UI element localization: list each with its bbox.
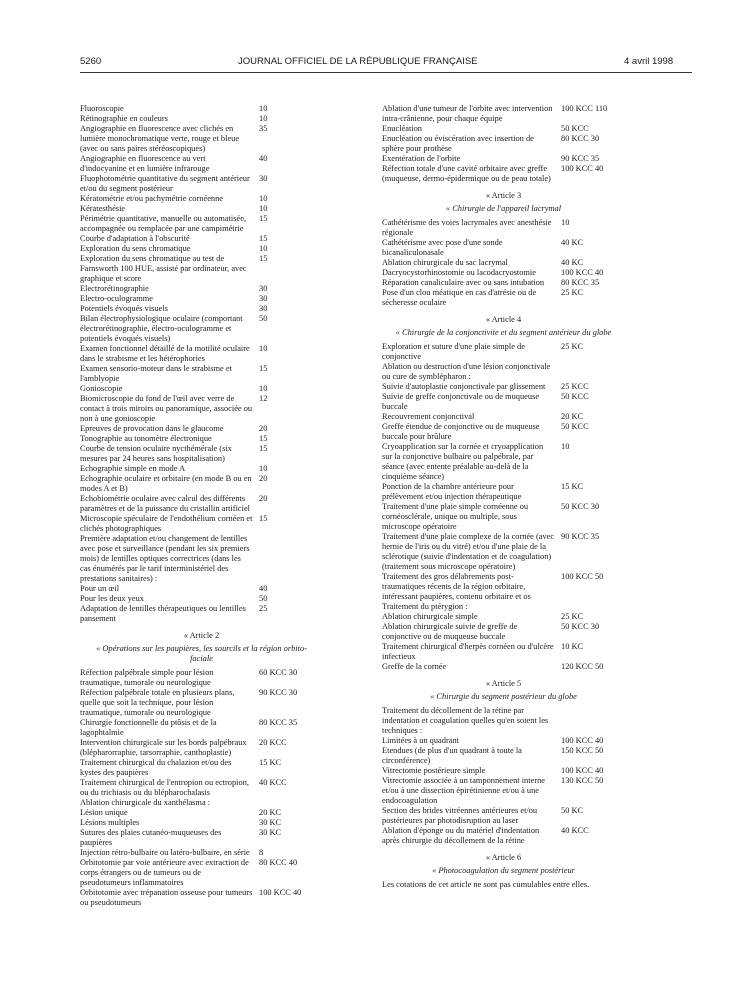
entry-label: Epreuves de provocation dans le glaucome (80, 424, 224, 433)
entry-label: Cryoapplication sur la cornée et cryoapplication sur la conjonctive bulbaire ou palpébrale, par séance (avec entente préalable au-delà de la cinquième séance) (382, 442, 544, 481)
article-heading: « Article 2 (183, 631, 220, 640)
entry-value: 15 (259, 434, 268, 443)
entry-value: 25 KC (561, 612, 584, 621)
article-heading: « Article 5 (485, 679, 522, 688)
entry-value: 100 KCC 110 (561, 104, 608, 113)
note-text: Les cotations de cet article ne sont pas cumulables entre elles. (382, 880, 590, 889)
entry-label: Traitement chirurgical d'herpès cornéen ou d'ulcère infectieux (382, 642, 554, 661)
entry-value: 10 (561, 442, 570, 451)
tariff-entry (80, 384, 323, 394)
entry-label: Réfection palpébrale simple pour lésion traumatique, tumorale ou neurologique (80, 668, 214, 687)
entry-label: Ablation chirurgicale du xanthélasma : (80, 798, 211, 807)
section-subtitle: « Chirurgie de l'appareil lacrymal (445, 204, 562, 213)
entry-label: Kératométrie et/ou pachymétrie cornéenne (80, 194, 224, 203)
entry-label: Enucléation ou éviscération avec insertion de sphère pour prothèse (382, 134, 534, 153)
entry-value: 10 (259, 344, 268, 353)
tariff-entry (382, 268, 625, 278)
entry-label: Ablation d'une tumeur de l'orbite avec intervention intra-crânienne, pour chaque équipe (382, 104, 553, 123)
entry-label: Dacryocystorhinostomie ou lacodacryostomie (382, 268, 536, 277)
entry-label: Ablation chirurgicale simple (382, 612, 478, 621)
entry-label: Exentération de l'orbite (382, 154, 461, 163)
entry-value: 15 KC (259, 758, 282, 767)
entry-label: Chirurgie fonctionnelle du ptôsis et de la lagophtalmie (80, 718, 217, 737)
tariff-entry (80, 284, 323, 294)
tariff-entry (80, 244, 323, 254)
entry-value: 10 (259, 464, 268, 473)
entry-value: 30 (259, 174, 268, 183)
entry-value: 10 (259, 204, 268, 213)
entry-value: 10 (561, 218, 570, 227)
tariff-entry (382, 622, 625, 642)
entry-value: 20 KC (259, 808, 282, 817)
tariff-entry (382, 706, 625, 736)
entry-value: 100 KCC 40 (561, 268, 604, 277)
tariff-entry (382, 382, 625, 392)
tariff-entry (80, 234, 323, 244)
entry-value: 30 (259, 294, 268, 303)
entry-label: Angiographie en fluorescence au vert d'indocyanine et en lumière infrarouge (80, 154, 210, 173)
entry-label: Bilan électrophysiologique oculaire (comportant électrorétinographie, électro-oculogramme et potentiels évoqués visuels) (80, 314, 243, 343)
tariff-entry (80, 474, 323, 494)
entry-label: Enucléation (382, 124, 422, 133)
tariff-entry (382, 776, 625, 806)
entry-label: Gonioscopie (80, 384, 123, 393)
tariff-entry (80, 254, 323, 284)
tariff-entry (382, 104, 625, 124)
entry-label: Courbe d'adaptation à l'obscurité (80, 234, 190, 243)
tariff-entry (382, 532, 625, 572)
entry-value: 40 (259, 584, 268, 593)
tariff-entry (382, 612, 625, 622)
section-subtitle: « Chirurgie du segment postérieur du globe (430, 692, 577, 701)
entry-value: 25 (259, 604, 268, 613)
entry-label: Ponction de la chambre antérieure pour prélèvement et/ou injection thérapeutique (382, 482, 522, 501)
tariff-entry (382, 602, 625, 612)
entry-value: 100 KCC 40 (259, 888, 302, 897)
tariff-entry (382, 288, 625, 308)
tariff-entry (382, 342, 625, 362)
tariff-entry (80, 154, 323, 174)
entry-value: 20 KCC (259, 738, 287, 747)
tariff-entry (382, 392, 625, 412)
tariff-entry (80, 194, 323, 204)
entry-label: Orbitotomie par voie antérieure avec extraction de corps étrangers ou de tumeurs ou de pseudotumeurs inflammatoires (80, 858, 249, 887)
tariff-entry (80, 304, 323, 314)
entry-value: 15 (259, 444, 268, 453)
article-heading: « Article 3 (485, 191, 522, 200)
entry-value: 10 (259, 104, 268, 113)
tariff-entry (80, 828, 323, 848)
entry-label: Kératesthésie (80, 204, 126, 213)
tariff-entry (80, 464, 323, 474)
entry-value: 100 KCC 40 (561, 164, 604, 173)
tariff-entry (382, 766, 625, 776)
entry-label: Etendues (de plus d'un quadrant à toute la circonférence) (382, 746, 522, 765)
tariff-entry (382, 238, 625, 258)
section-subtitle: « Opérations sur les paupières, les sourcils et la région orbito-faciale (96, 644, 307, 663)
entry-label: Cathétérisme avec pose d'une sonde bicanaliculonasale (382, 238, 503, 257)
tariff-entry (80, 514, 323, 534)
entry-value: 50 (259, 314, 268, 323)
entry-value: 35 (259, 124, 268, 133)
entry-label: Traitement du décollement de la rétine par indentation et coagulation quelles qu'en soient les techniques : (382, 706, 549, 735)
entry-value: 15 (259, 514, 268, 523)
page-number: 5260 (80, 56, 102, 67)
tariff-entry (382, 124, 625, 134)
issue-date: 4 avril 1998 (624, 56, 674, 67)
entry-value: 15 (259, 364, 268, 373)
tariff-entry (80, 808, 323, 818)
tariff-entry (382, 746, 625, 766)
entry-value: 15 (259, 214, 268, 223)
entry-label: Ablation d'éponge ou du matériel d'indentation après chirurgie du décollement de la rétine (382, 826, 540, 845)
tariff-entry (80, 668, 323, 688)
tariff-entry (80, 798, 323, 808)
entry-value: 50 KCC (561, 392, 589, 401)
entry-value: 90 KCC 35 (561, 532, 600, 541)
entry-value: 25 KCC (561, 382, 589, 391)
tariff-entry (80, 214, 323, 234)
entry-label: Greffe étendue de conjonctive ou de muqueuse buccale pour brûlure (382, 422, 540, 441)
entry-value: 100 KCC 50 (561, 572, 604, 581)
header-rule (80, 72, 692, 73)
entry-value: 50 KCC (561, 422, 589, 431)
tariff-entry (80, 174, 323, 194)
entry-value: 10 KC (561, 642, 584, 651)
tariff-entry (382, 826, 625, 846)
entry-value: 40 KCC (561, 826, 589, 835)
tariff-entry (80, 738, 323, 758)
entry-label: Périmétrie quantitative, manuelle ou automatisée, accompagnée ou remplacée par une campimétrie (80, 214, 247, 233)
tariff-entry (80, 688, 323, 718)
entry-value: 30 KC (259, 828, 282, 837)
entry-label: Traitement d'une plaie simple cornéenne ou cornéosclérale, unique ou multiple, sous microscope opératoire (382, 502, 529, 531)
tariff-entry (80, 424, 323, 434)
tariff-entry (80, 718, 323, 738)
entry-label: Ablation chirurgicale suivie de greffe de conjonctive ou de muqueuse buccale (382, 622, 518, 641)
tariff-entry (382, 482, 625, 502)
entry-value: 10 (259, 194, 268, 203)
entry-label: Exploration du sens chromatique (80, 244, 191, 253)
entry-value: 50 (259, 594, 268, 603)
entry-value: 30 (259, 304, 268, 313)
entry-label: Microscopie spéculaire de l'endothélium cornéen et clichés photographiques (80, 514, 253, 533)
tariff-entry (80, 584, 323, 594)
entry-value: 100 KCC 40 (561, 766, 604, 775)
entry-label: Première adaptation et/ou changement de lentilles avec pose et surveillance (pendant les six premiers mois) de lentilles optiques correctrices (dans les cas énumérés par le tarif interministériel des prestations sanitaires) : (80, 534, 250, 583)
entry-label: Exploration du sens chromatique au test de Farnsworth 100 HUE, assisté par ordinateur, avec graphique et score (80, 254, 247, 283)
tariff-entry (80, 534, 323, 584)
entry-label: Sutures des plaies cutanéo-muqueuses des paupières (80, 828, 222, 847)
tariff-entry (80, 394, 323, 424)
tariff-entry (80, 124, 323, 154)
entry-label: Fluophotométrie quantitative du segment antérieur et/ou du segment postérieur (80, 174, 250, 193)
entry-value: 50 KCC 30 (561, 622, 600, 631)
tariff-entry (382, 258, 625, 268)
entry-label: Réfection palpébrale totale en plusieurs plans, quelle que soit la technique, pour lésion traumatique, tumorale ou neurologique (80, 688, 235, 717)
entry-value: 80 KCC 35 (561, 278, 600, 287)
entry-label: Vitrectomie associée à un tamponnement interne et/ou à une dissection épirétinienne et/ou à une endocoagulation (382, 776, 545, 805)
entry-value: 50 KC (561, 806, 584, 815)
entry-label: Réparation canaliculaire avec ou sans intubation (382, 278, 545, 287)
right-column (382, 104, 625, 890)
tariff-entry (80, 888, 323, 908)
article-heading: « Article 6 (485, 853, 522, 862)
entry-label: Intervention chirurgicale sur les bords palpébraux (blépharorraphie, tarsorraphie, canthoplastie) (80, 738, 247, 757)
entry-value: 130 KCC 50 (561, 776, 604, 785)
entry-value: 80 KCC 35 (259, 718, 298, 727)
entry-label: Electrorétinographie (80, 284, 149, 293)
entry-label: Pour les deux yeux (80, 594, 144, 603)
tariff-entry (382, 278, 625, 288)
entry-label: Traitement du ptérygion : (382, 602, 468, 611)
entry-label: Orbitotomie avec trépanation osseuse pour tumeurs ou pseudotumeurs (80, 888, 253, 907)
entry-label: Pose d'un clou méatique en cas d'atrésie ou de sécheresse oculaire (382, 288, 537, 307)
entry-label: Injection rétro-bulbaire ou latéro-bulbaire, en série (80, 848, 250, 857)
entry-label: Examen sensorio-moteur dans le strabisme et l'amblyopie (80, 364, 232, 383)
tariff-entry (80, 204, 323, 214)
entry-label: Traitement chirurgical du chalazion et/ou des kystes des paupières (80, 758, 232, 777)
entry-value: 40 KCC (259, 778, 287, 787)
entry-label: Suivie d'autoplastie conjonctivale par glissement (382, 382, 546, 391)
section-subtitle: « Chirurgie de la conjonctivite et du segment antérieur du globe (395, 328, 612, 337)
entry-label: Traitement chirurgical de l'entropion ou ectropion, ou du trichiasis ou du blépharochalasis (80, 778, 249, 797)
tariff-entry (80, 444, 323, 464)
entry-label: Angiographie en fluorescence avec clichés en lumière monochromatique verte, rouge et bleue (avec ou sans paires stéréoscopiques) (80, 124, 240, 153)
entry-value: 80 KCC 40 (259, 858, 298, 867)
entry-label: Fluoroscopie (80, 104, 124, 113)
tariff-entry (382, 134, 625, 154)
tariff-entry (382, 442, 625, 482)
tariff-entry (80, 818, 323, 828)
entry-value: 150 KCC 50 (561, 746, 604, 755)
entry-value: 25 KC (561, 288, 584, 297)
entry-value: 20 (259, 424, 268, 433)
entry-value: 12 (259, 394, 268, 403)
tariff-entry (382, 362, 625, 382)
entry-label: Courbe de tension oculaire nycthémérale (six mesures par 24 heures sans hospitalisation) (80, 444, 232, 463)
entry-label: Traitement des gros délabrements post-traumatiques récents de la région orbitaire, intéressant paupières, contenu orbitaire et os (382, 572, 531, 601)
tariff-entry (80, 494, 323, 514)
entry-label: Lésions multiples (80, 818, 140, 827)
tariff-entry (80, 364, 323, 384)
tariff-entry (382, 642, 625, 662)
tariff-entry (382, 736, 625, 746)
tariff-entry (80, 434, 323, 444)
article-heading: « Article 4 (485, 315, 522, 324)
entry-label: Lésion unique (80, 808, 128, 817)
tariff-entry (382, 502, 625, 532)
tariff-entry (382, 154, 625, 164)
entry-label: Examen fonctionnel détaillé de la motilité oculaire dans le strabisme et les hétérophories (80, 344, 250, 363)
tariff-entry (80, 604, 323, 624)
tariff-entry (382, 572, 625, 602)
entry-value: 40 KC (561, 238, 584, 247)
entry-value: 10 (259, 114, 268, 123)
entry-label: Vitrectomie postérieure simple (382, 766, 486, 775)
tariff-entry (80, 778, 323, 798)
entry-label: Limitées à un quadrant (382, 736, 459, 745)
entry-value: 30 (259, 284, 268, 293)
entry-value: 10 (259, 244, 268, 253)
entry-label: Echographie simple en mode A (80, 464, 186, 473)
entry-value: 20 (259, 494, 268, 503)
tariff-entry (80, 758, 323, 778)
entry-value: 20 (259, 474, 268, 483)
entry-label: Electro-oculogramme (80, 294, 154, 303)
tariff-entry (80, 344, 323, 364)
entry-value: 15 KC (561, 482, 584, 491)
tariff-entry (80, 104, 323, 114)
entry-label: Tonographie au tonomètre électronique (80, 434, 212, 443)
entry-label: Exploration et suture d'une plaie simple de conjonctive (382, 342, 525, 361)
entry-value: 60 KCC 30 (259, 668, 298, 677)
tariff-entry (80, 294, 323, 304)
entry-label: Suivie de greffe conjonctivale ou de muqueuse buccale (382, 392, 540, 411)
entry-label: Traitement d'une plaie complexe de la cornée (avec hernie de l'iris ou du vitré) et/ou d'une plaie de la sclérotique (suivie d'indentation et de coagulation) (traitement sous microscope opératoire) (382, 532, 555, 571)
tariff-entry (382, 662, 625, 672)
entry-value: 90 KCC 35 (561, 154, 600, 163)
entry-label: Echobiométrie oculaire avec calcul des différents paramètres et de la puissance du cristallin artificiel (80, 494, 250, 513)
entry-value: 80 KCC 30 (561, 134, 600, 143)
tariff-entry (80, 114, 323, 124)
entry-value: 50 KCC 30 (561, 502, 600, 511)
entry-label: Echographie oculaire et orbitaire (en mode B ou en modes A et B) (80, 474, 252, 493)
entry-value: 8 (259, 848, 264, 857)
tariff-entry (80, 848, 323, 858)
entry-label: Ablation chirurgicale du sac lacrymal (382, 258, 508, 267)
entry-value: 10 (259, 384, 268, 393)
tariff-entry (382, 218, 625, 238)
entry-label: Rétinographie en couleurs (80, 114, 168, 123)
entry-value: 15 (259, 234, 268, 243)
entry-label: Greffe de la cornée (382, 662, 447, 671)
entry-label: Pour un œil (80, 584, 120, 593)
entry-value: 15 (259, 254, 268, 263)
entry-value: 50 KCC (561, 124, 589, 133)
entry-value: 120 KCC 50 (561, 662, 604, 671)
entry-label: Section des brides vitréennes antérieures et/ou postérieures par photodisruption au laser (382, 806, 538, 825)
tariff-entry (382, 164, 625, 184)
entry-value: 30 KC (259, 818, 282, 827)
entry-label: Ablation ou destruction d'une lésion conjonctivale ou cure de symblépharon : (382, 362, 551, 381)
tariff-entry (80, 858, 323, 888)
entry-value: 90 KCC 30 (259, 688, 298, 697)
entry-label: Biomicroscopie du fond de l'œil avec verre de contact à trois miroirs ou panoramique, associée ou non à une gonioscopie (80, 394, 253, 423)
tariff-entry (382, 806, 625, 826)
entry-value: 100 KCC 40 (561, 736, 604, 745)
section-subtitle: « Photocoagulation du segment postérieur (432, 866, 575, 875)
tariff-entry (382, 422, 625, 442)
tariff-entry (382, 412, 625, 422)
entry-label: Potentiels évoqués visuels (80, 304, 168, 313)
journal-title: JOURNAL OFFICIEL DE LA RÉPUBLIQUE FRANÇAISE (238, 56, 478, 67)
entry-label: Recouvrement conjonctival (382, 412, 475, 421)
entry-label: Cathétérisme des voies lacrymales avec anesthésie régionale (382, 218, 552, 237)
entry-value: 40 KC (561, 258, 584, 267)
entry-label: Adaptation de lentilles thérapeutiques ou lentilles pansement (80, 604, 246, 623)
entry-value: 40 (259, 154, 268, 163)
tariff-entry (80, 314, 323, 344)
tariff-entry (80, 594, 323, 604)
entry-value: 25 KC (561, 342, 584, 351)
entry-label: Réfection totale d'une cavité orbitaire avec greffe (muqueuse, dermo-épidermique ou de peau totale) (382, 164, 551, 183)
left-column (80, 104, 323, 908)
entry-value: 20 KC (561, 412, 584, 421)
